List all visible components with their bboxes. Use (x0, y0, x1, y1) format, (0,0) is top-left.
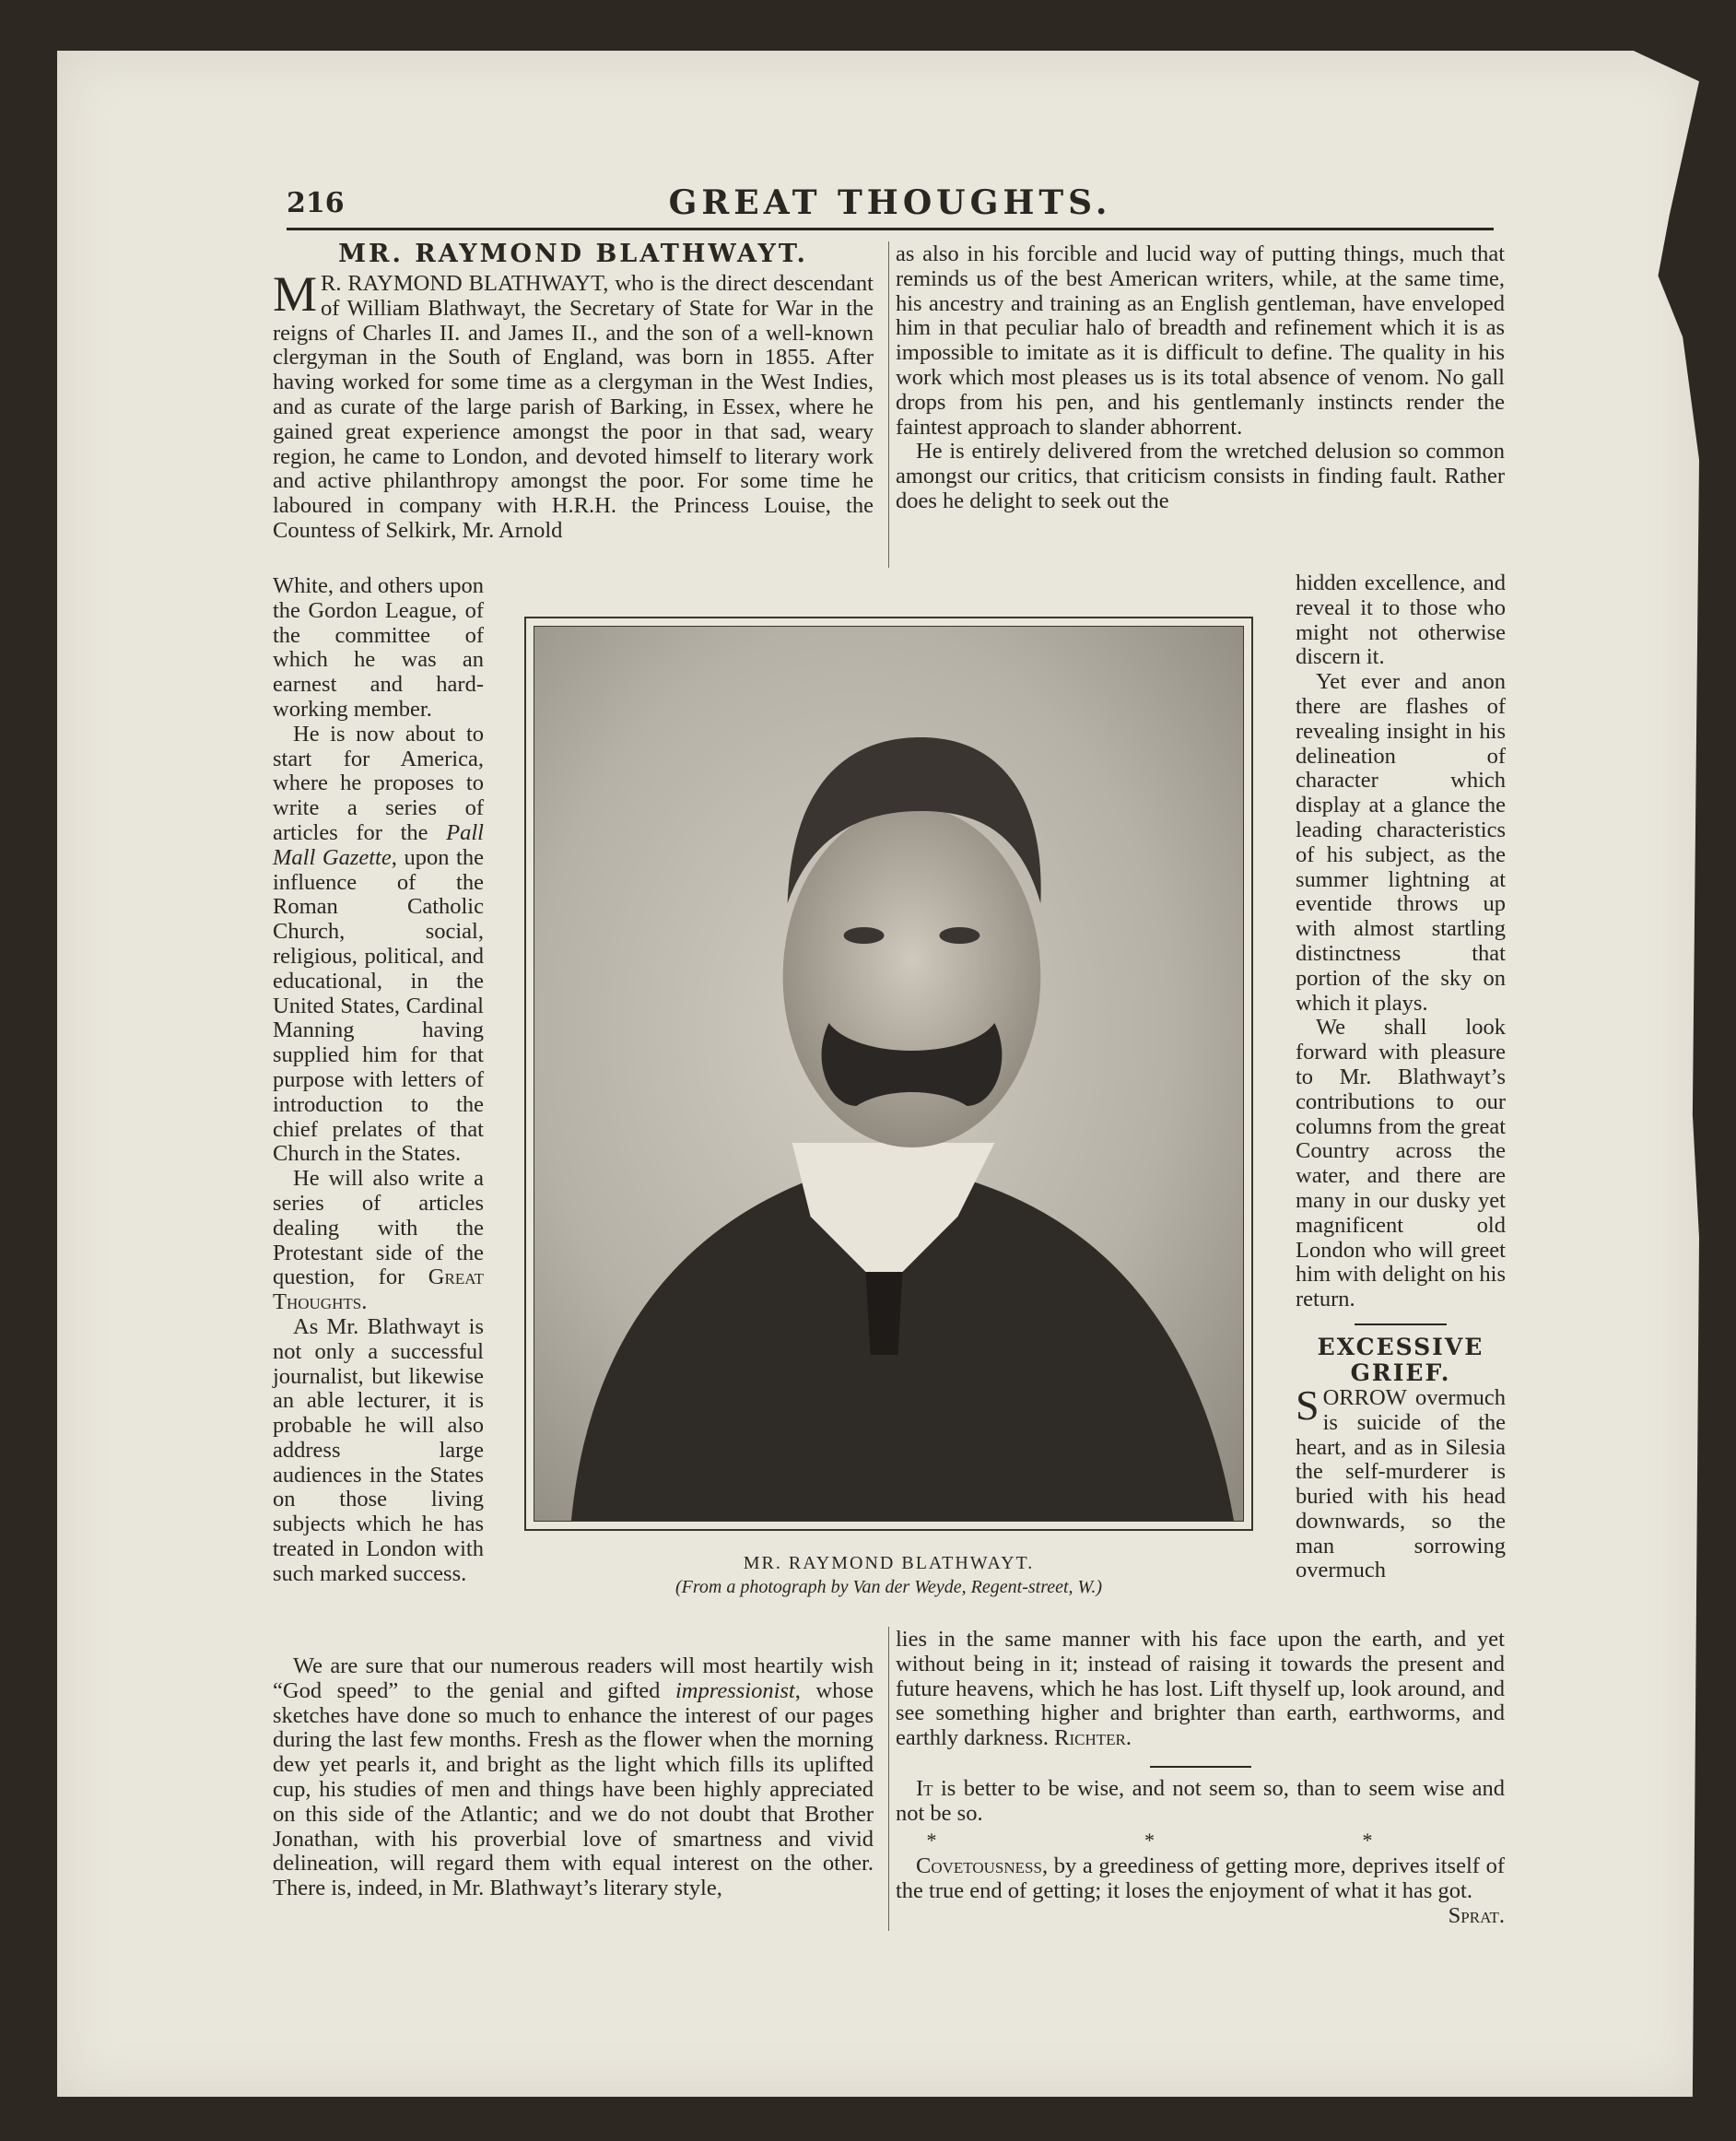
left-narrow-column (273, 574, 484, 1587)
column-rule-top (888, 241, 889, 568)
article-paragraph-1: M R. RAYMOND BLATHWAYT, who is the direct descendant of William Blathwayt, the Secretary of State for War in the reigns of Charles II. and James II., and the son of a well-known clergyman in the South of England, was born in 1855. After having worked for some time as a clergyman in the West Indies, and as curate of the large parish of Barking, in Essex, where he gained great experience amongst the poor in that sad, weary region, he came to London, and devoted himself to literary work and active philanthropy amongst the poor. For some time he laboured in company with H.R.H. the Princess Louise, the Countess of Selkirk, Mr. Arnold (273, 266, 874, 543)
column-rule-bottom (888, 1627, 889, 1931)
maxim-2: Covetousness, by a greediness of getting more, deprives itself of the true end of getting; it loses the enjoyment of what it has got. Sprat. (896, 1853, 1505, 1928)
maxims-divider (1150, 1766, 1251, 1768)
grief-paragraph-cont: lies in the same manner with his face upon the earth, and yet without being in it; instead of raising it towards the present and future heavens, which he has lost. Lift thyself up, look around, and see something higher and brighter than earth, earthworms, and earthly darkness. Richter. (896, 1627, 1505, 1751)
caption-name: MR. RAYMOND BLATHWAYT. (743, 1553, 1035, 1573)
article-paragraph-5: We are sure that our numerous readers will most heartily wish “God speed” to the genial and gifted impressionist, whose sketches have done so much to enhance the interest of our pages during the last few months. Fresh as the flower when the morning dew yet pearls it, and bright as the light which fills its uplifted cup, his studies of men and things have been highly appreciated on this side of the Atlantic; and we do not doubt that Brother Jonathan, with his proverbial love of smartness and vivid delineation, will regard them with equal interest on the other. There is, indeed, in Mr. Blathwayt’s literary style, (273, 1653, 874, 1901)
article-paragraph-r3: Yet ever and anon there are flashes of revealing insight in his delineation of character which display at a glance the leading characteristics of his subject, as the summer lightning at eventide throws up with almost startling distinctness that portion of the sky on which it plays. (1296, 669, 1506, 1016)
caption-credit: (From a photograph by Van der Weyde, Regent-street, W.) (674, 1577, 1103, 1597)
maxim-1: It is better to be wise, and not seem so, than to seem wise and not be so. (896, 1775, 1505, 1826)
masthead: GREAT THOUGHTS. (668, 183, 1112, 222)
impressionist-term: impressionist (674, 1677, 795, 1703)
publication-name: Pall Mall Gazette (273, 819, 484, 870)
article-opening (273, 241, 874, 544)
right-column-bottom (896, 1628, 1505, 1929)
portrait-image (534, 626, 1244, 1522)
grief-title: EXCESSIVE GRIEF. (1317, 1333, 1484, 1386)
right-narrow-column (1296, 571, 1506, 1583)
portrait-frame (524, 617, 1253, 1531)
article-bottom-left (273, 1654, 874, 1901)
grief-attribution: Richter. (1054, 1725, 1132, 1751)
publication-name-great-thoughts: Great Thoughts (273, 1265, 484, 1315)
article-paragraph-r1: as also in his forcible and lucid way of putting things, much that reminds us of the best American writers, while, at the same time, his ancestry and training as an English gentleman, have enveloped him in that peculiar halo of breadth and refinement which it is as impossible to imitate as it is difficult to define. The quality in his work which most pleases us is its total absence of venom. No gall drops from his pen, and his gentlemanly instincts render the faintest approach to slander abhorrent. (896, 241, 1505, 440)
section-divider (1355, 1323, 1447, 1325)
right-column-top (896, 242, 1505, 514)
maxim-2-attribution: Sprat. (1448, 1902, 1505, 1928)
article-paragraph-r2-cont: hidden excellence, and reveal it to those who might not otherwise discern it. (1296, 571, 1506, 670)
portrait-caption (524, 1551, 1253, 1599)
article-paragraph-r2: He is entirely delivered from the wretched delusion so common amongst our critics, that criticism consists in finding fault. Rather does he delight to seek out the (896, 439, 1505, 513)
grief-paragraph: SORROW overmuch is suicide of the heart, and as in Silesia the self-murderer is buried with his head downwards, so the man sorrowing overmuch (1296, 1381, 1506, 1583)
article-title: MR. RAYMOND BLATHWAYT. (338, 240, 808, 268)
article-paragraph-3: He will also write a series of articles dealing with the Protestant side of the question, for Great Thoughts. (273, 1166, 484, 1315)
page-header (287, 180, 1494, 230)
page-number: 216 (287, 187, 345, 219)
asterism: * * * (926, 1828, 1474, 1852)
article-paragraph-4: As Mr. Blathwayt is not only a successful journalist, but likewise an able lecturer, it is probable he will also address large audiences in the States on those living subjects which he has treated in London with such marked success. (273, 1313, 484, 1586)
drop-cap-m: M (273, 266, 318, 322)
article-paragraph-1-cont: White, and others upon the Gordon League, of the committee of which he was an earnest and hard-working member. (273, 573, 484, 722)
drop-cap-s: S (1296, 1381, 1320, 1429)
article-paragraph-r4: We shall look forward with pleasure to Mr. Blathwayt’s contributions to our columns from the great Country across the water, and there are many in our dusky yet magnificent old London who will greet him with delight on his return. (1296, 1015, 1506, 1312)
article-paragraph-2: He is now about to start for America, where he proposes to write a series of articles for the Pall Mall Gazette, upon the influence of the Roman Catholic Church, social, religious, political, and educational, in the United States, Cardinal Manning having supplied him for that purpose with letters of introduction to the chief prelates of that Church in the States. (273, 721, 484, 1167)
